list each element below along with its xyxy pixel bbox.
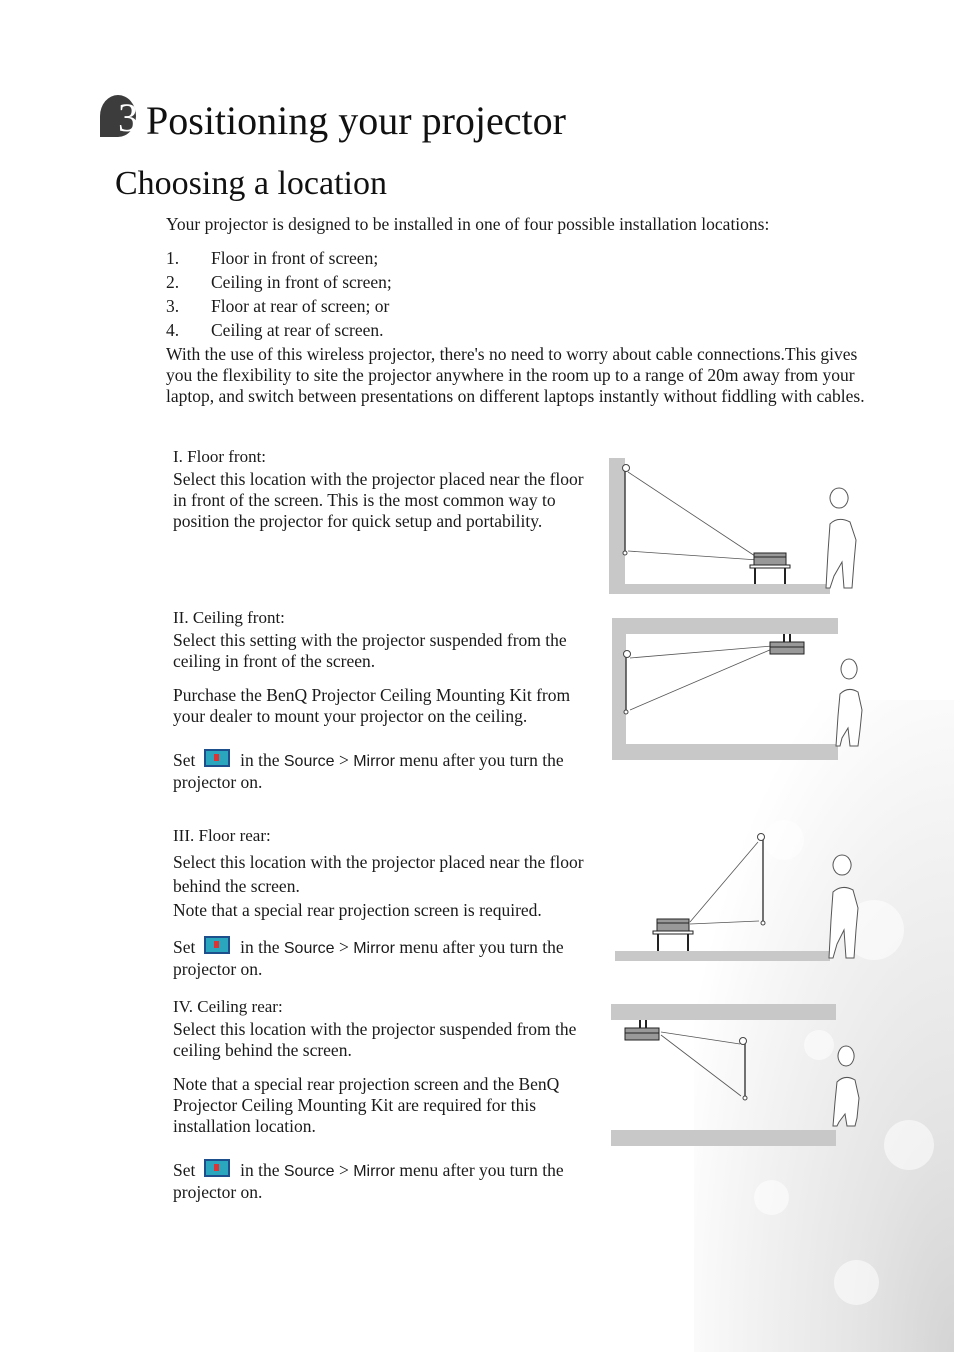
list-item: 3. Floor at rear of screen; or [166, 296, 390, 316]
floor-front-section [173, 446, 593, 532]
ceiling-front-mirror-icon [204, 749, 230, 767]
list-item: 1. Floor in front of screen; [166, 248, 379, 268]
locations-list [166, 248, 666, 344]
floor-rear-mirror-icon [204, 936, 230, 954]
floor-rear-heading: III. Floor rear: [173, 826, 271, 845]
floor-rear-set-text: Set in the Source > Mirror menu after you turn the projector on. [173, 937, 564, 979]
ceiling-rear-text: Select this location with the projector suspended from the ceiling behind the screen. [173, 1019, 577, 1060]
list-item: 2. Ceiling in front of screen; [166, 272, 392, 292]
floor-rear-note: Note that a special rear projection screen is required. [173, 900, 542, 920]
ceiling-rear-note: Note that a special rear projection screen and the BenQ Projector Ceiling Mounting Kit are required for this installation location. [173, 1074, 560, 1136]
floor-rear-text: Select this location with the projector placed near the floor behind the screen. [173, 852, 584, 896]
section-title: Choosing a location [115, 165, 387, 202]
chapter-title: Positioning your projector [146, 98, 566, 143]
ceiling-front-kit-text: Purchase the BenQ Projector Ceiling Mounting Kit from your dealer to mount your projector on the ceiling. [173, 685, 571, 726]
ceiling-rear-heading: IV. Ceiling rear: [173, 997, 283, 1016]
ceiling-rear-mirror-icon [204, 1159, 230, 1177]
ceiling-rear-section [173, 996, 593, 1203]
intro-text: Your projector is designed to be installed in one of four possible installation locations: [166, 214, 770, 234]
ceiling-front-text: Select this setting with the projector suspended from the ceiling in front of the screen. [173, 630, 567, 671]
floor-front-diagram [606, 456, 862, 596]
ceiling-front-section [173, 607, 593, 793]
floor-front-heading: I. Floor front: [173, 447, 267, 466]
ceiling-rear-set-text: Set in the Source > Mirror menu after you turn the projector on. [173, 1160, 564, 1202]
ceiling-front-diagram [610, 616, 866, 762]
ceiling-front-heading: II. Ceiling front: [173, 608, 285, 627]
ceiling-front-set-text: Set in the Source > Mirror menu after you turn the projector on. [173, 750, 564, 792]
floor-front-text: Select this location with the projector placed near the floor in front of the screen. This is the most common way to position the projector for quick setup and portability. [173, 469, 584, 531]
list-item: 4. Ceiling at rear of screen. [166, 320, 384, 340]
floor-rear-diagram [612, 830, 862, 964]
chapter-number: 3 [118, 95, 138, 140]
ceiling-rear-diagram [609, 1002, 865, 1150]
floor-rear-section [173, 825, 593, 980]
wireless-paragraph: With the use of this wireless projector, there's no need to worry about cable connections.This gives you the flexibility to site the projector anywhere in the room up to a range of 20m away from your laptop, and switch between presentations on different laptops instantly without fiddling with cables. [166, 344, 865, 406]
